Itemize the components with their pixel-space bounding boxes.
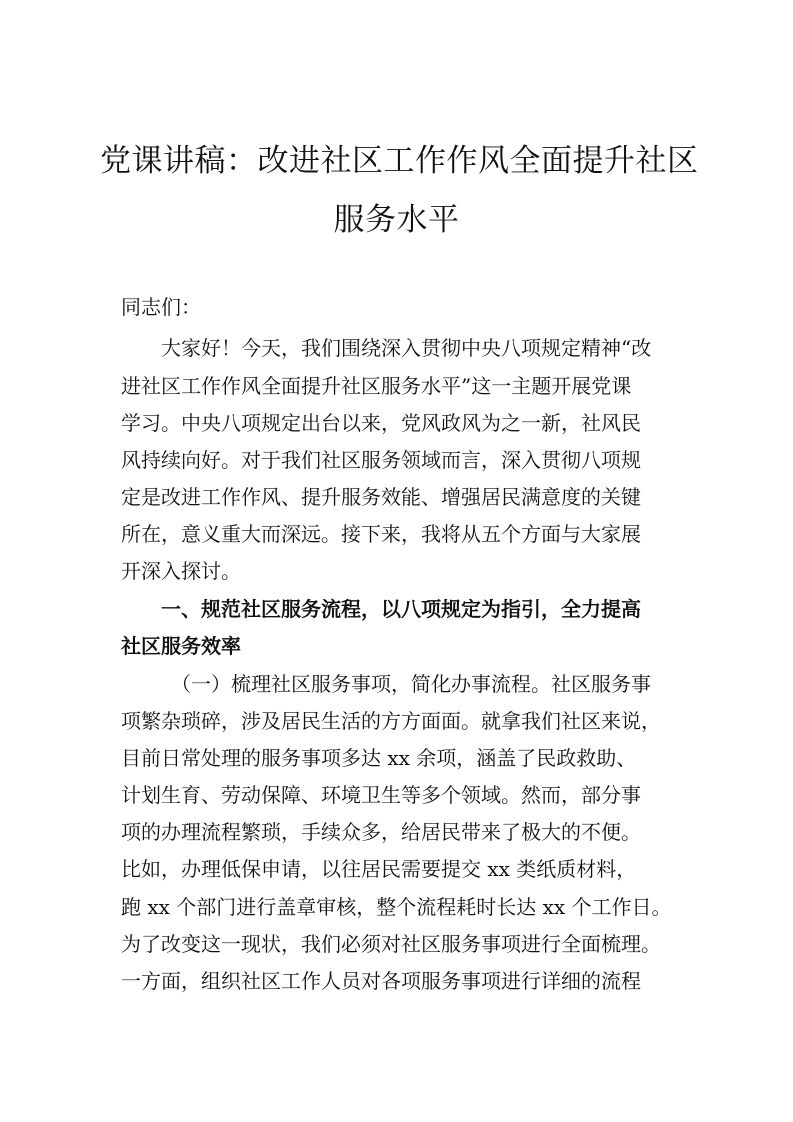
intro-line: 学习。中央八项规定出台以来，党风政风为之一新，社风民 [121, 411, 641, 435]
intro-line: 进社区工作作风全面提升社区服务水平”这一主题开展党课 [121, 374, 632, 398]
salutation: 同志们： [121, 295, 201, 319]
intro-line: 所在，意义重大而深远。接下来，我将从五个方面与大家展 [121, 522, 641, 546]
body-line: 比如，办理低保申请，以往居民需要提交 xx 类纸质材料， [121, 857, 637, 881]
body-line: 项繁杂琐碎，涉及居民生活的方方面面。就拿我们社区来说， [121, 709, 661, 733]
intro-line: 定是改进工作作风、提升服务效能、增强居民满意度的关键 [121, 485, 641, 509]
document-title-line-1: 党课讲稿：改进社区工作作风全面提升社区 [100, 143, 699, 179]
body-line: 项的办理流程繁琐，手续众多，给居民带来了极大的不便。 [121, 820, 641, 844]
body-line: 目前日常处理的服务事项多达 xx 余项，涵盖了民政救助、 [121, 746, 637, 770]
body-line: 为了改变这一现状，我们必须对社区服务事项进行全面梳理。 [121, 932, 661, 956]
document-title-line-2: 服务水平 [333, 202, 460, 238]
body-line: （一）梳理社区服务事项，简化办事流程。社区服务事 [171, 672, 651, 696]
intro-line: 大家好！今天，我们围绕深入贯彻中央八项规定精神“改 [161, 336, 652, 360]
section-heading-line: 社区服务效率 [121, 634, 241, 658]
intro-line: 开深入探讨。 [121, 559, 241, 583]
body-line: 跑 xx 个部门进行盖章审核，整个流程耗时长达 xx 个工作日。 [121, 895, 672, 919]
body-line: 计划生育、劳动保障、环境卫生等多个领域。然而，部分事 [121, 783, 641, 807]
section-heading-line: 一、规范社区服务流程，以八项规定为指引，全力提高 [161, 597, 641, 621]
body-line: 一方面，组织社区工作人员对各项服务事项进行详细的流程 [121, 969, 641, 993]
intro-line: 风持续向好。对于我们社区服务领域而言，深入贯彻八项规 [121, 448, 641, 472]
